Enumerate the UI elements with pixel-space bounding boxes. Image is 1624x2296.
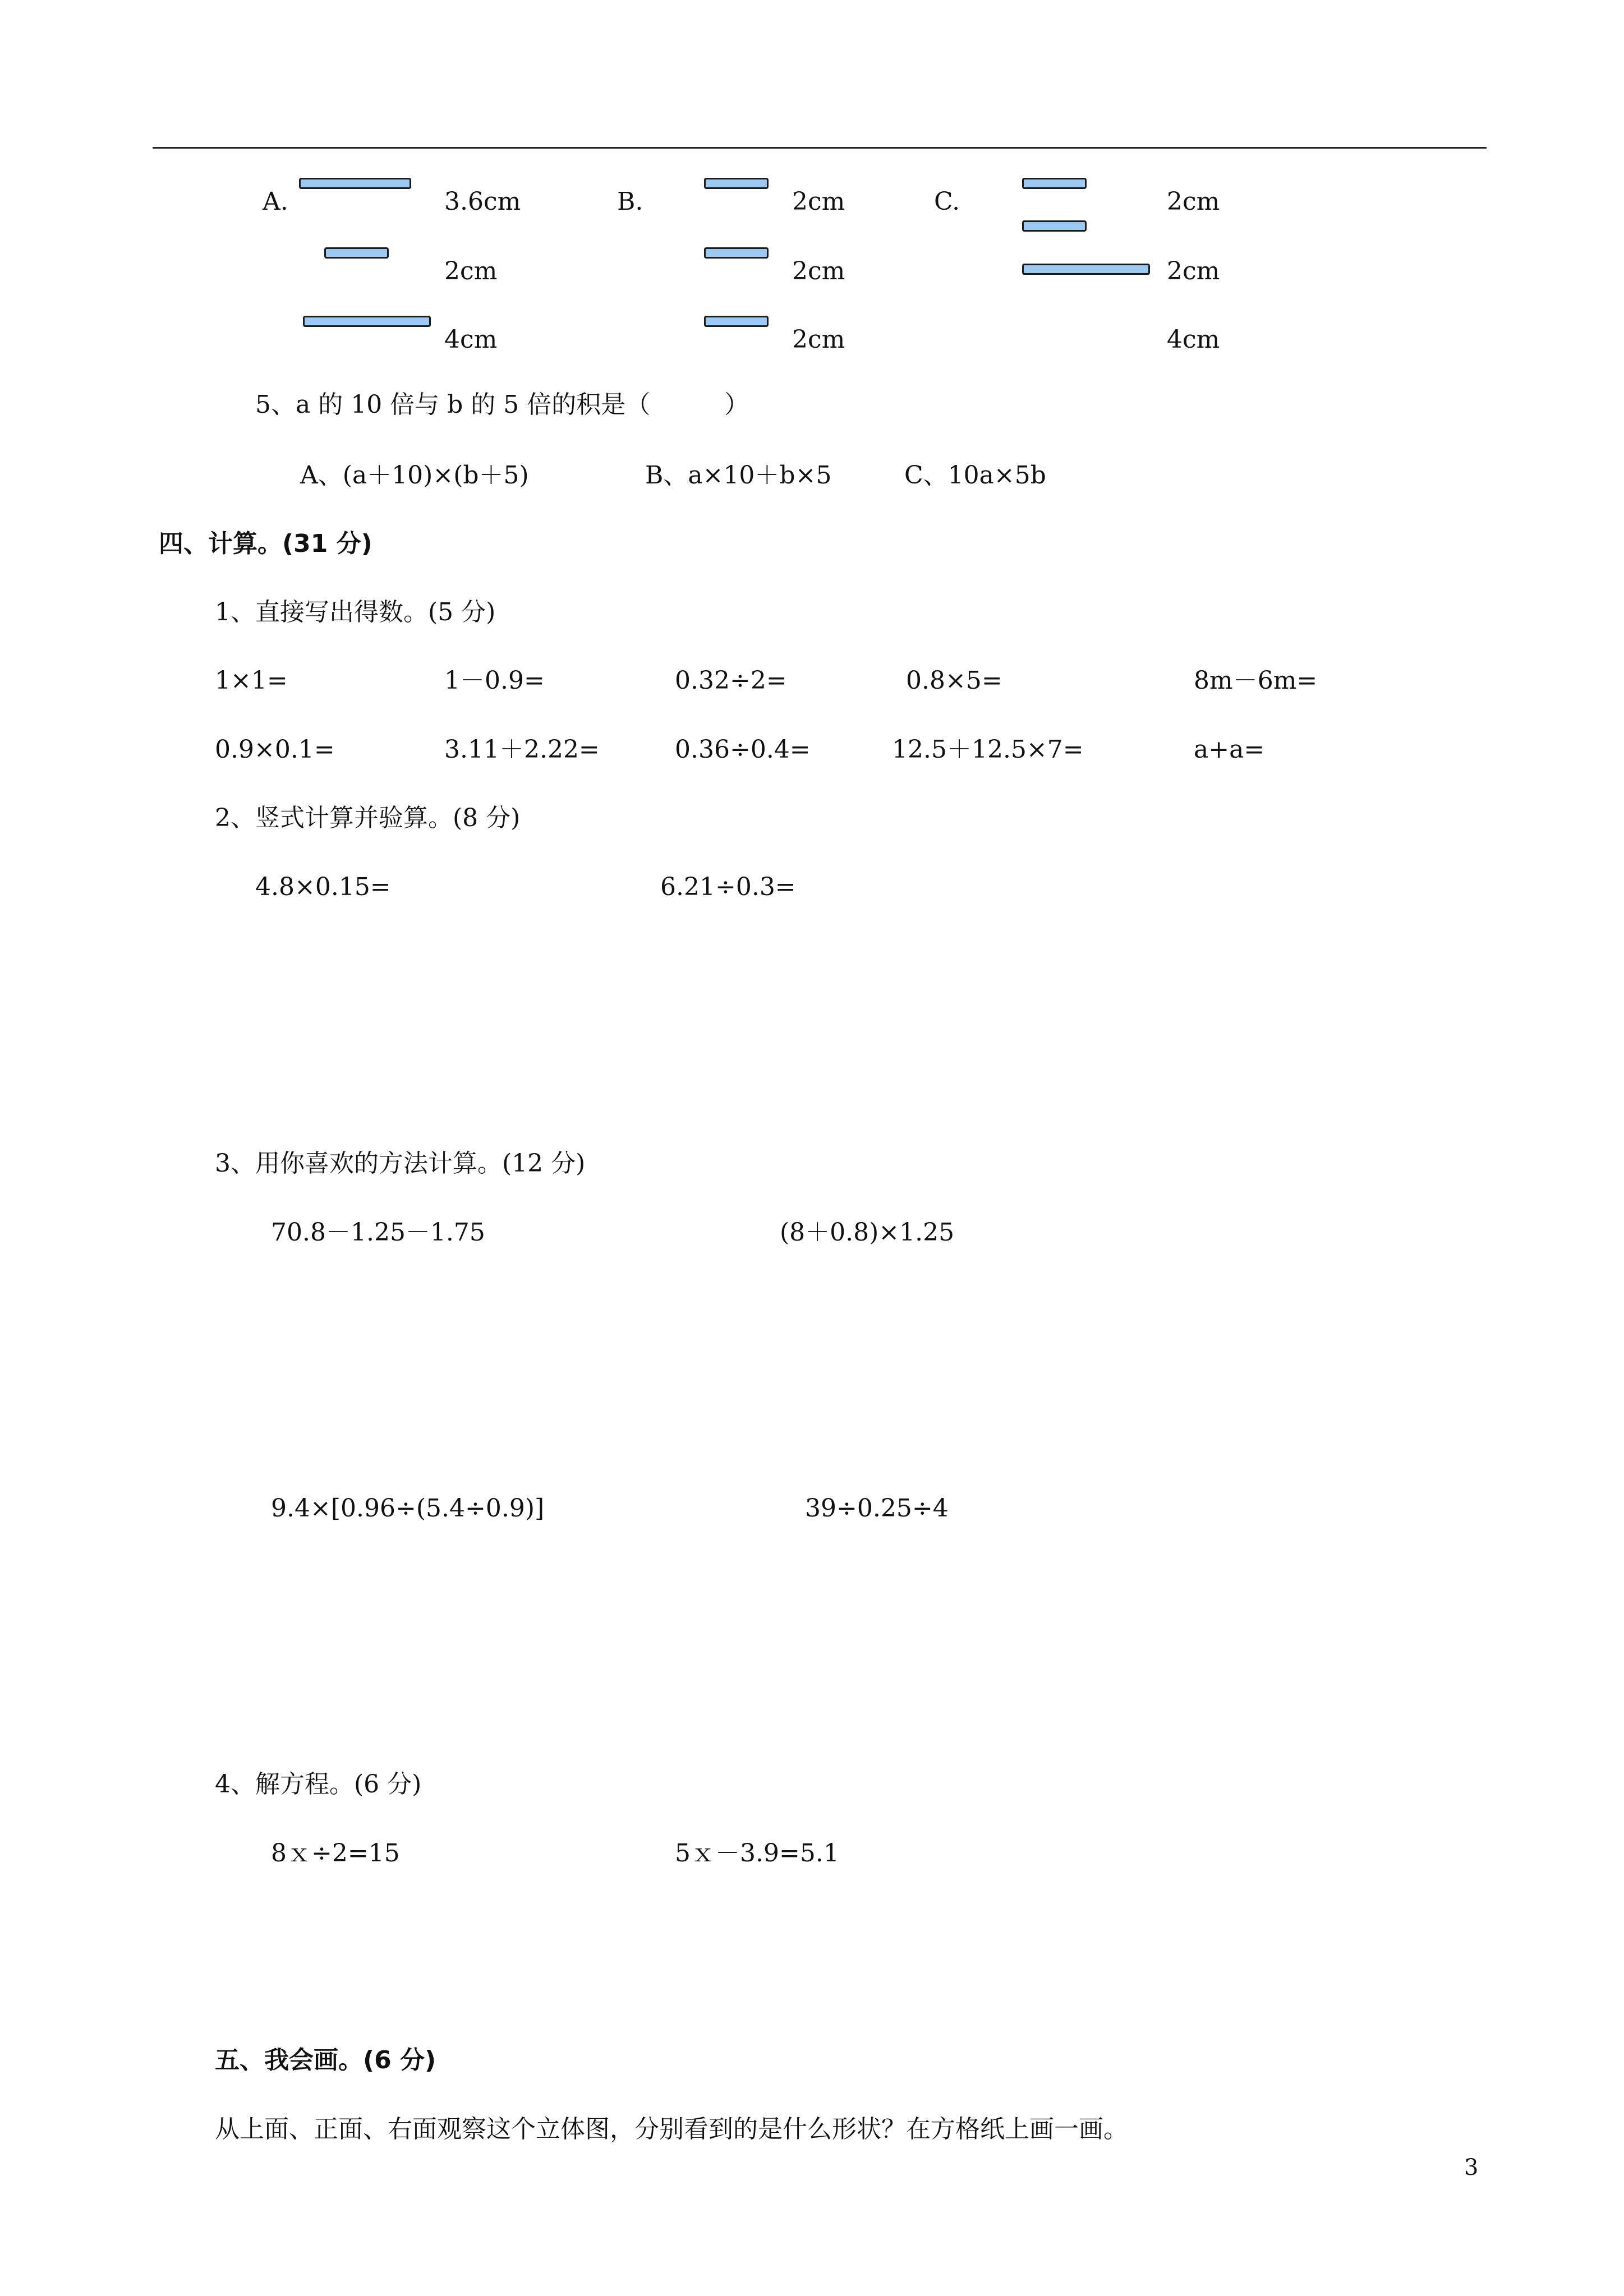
section4-title: 四、计算。(31 分) [159, 529, 372, 558]
simplify-calc-2: (8＋0.8)×1.25 [780, 1218, 955, 1247]
stick-c1-length: 2cm [1167, 187, 1220, 216]
s4-p1-title: 1、直接写出得数。(5 分) [215, 598, 496, 626]
s4-p2-title: 2、竖式计算并验算。(8 分) [215, 804, 521, 832]
stick-b1-length: 2cm [792, 187, 845, 216]
stick-c3-length: 4cm [1167, 325, 1220, 354]
simplify-calc-3: 9.4×[0.96÷(5.4÷0.9)] [271, 1494, 545, 1523]
stick-b1 [704, 178, 769, 189]
stick-b2-length: 2cm [792, 257, 845, 285]
stick-a3 [303, 316, 431, 327]
calc-1-5: 8m－6m= [1194, 666, 1318, 695]
section5-title: 五、我会画。(6 分) [215, 2046, 436, 2074]
q5-text: 5、a 的 10 倍与 b 的 5 倍的积是（ ） [255, 390, 749, 419]
vertical-calc-2: 6.21÷0.3= [660, 873, 796, 901]
section5-text: 从上面、正面、右面观察这个立体图，分别看到的是什么形状？在方格纸上画一画。 [215, 2115, 1128, 2143]
stick-a2-length: 2cm [444, 257, 498, 285]
calc-2-1: 0.9×0.1= [215, 735, 335, 764]
calc-2-5: a+a= [1194, 735, 1265, 764]
stick-c2 [1022, 220, 1087, 232]
calc-1-1: 1×1= [215, 666, 288, 695]
stick-a1 [299, 178, 411, 189]
calc-1-3: 0.32÷2= [675, 666, 787, 695]
vertical-calc-1: 4.8×0.15= [255, 873, 391, 901]
simplify-calc-4: 39÷0.25÷4 [805, 1494, 949, 1523]
calc-2-3: 0.36÷0.4= [675, 735, 811, 764]
stick-b3 [704, 316, 769, 327]
stick-c1 [1022, 178, 1087, 189]
stick-b2 [704, 247, 769, 259]
option-c-label: C. [934, 187, 960, 216]
calc-2-4: 12.5＋12.5×7= [892, 735, 1084, 764]
q5-option-b: B、a×10＋b×5 [645, 461, 832, 490]
stick-c3 [1022, 264, 1150, 275]
calc-1-4: 0.8×5= [906, 666, 1002, 695]
q5-option-c: C、10a×5b [904, 461, 1046, 490]
s4-p3-title: 3、用你喜欢的方法计算。(12 分) [215, 1149, 586, 1178]
header-rule [153, 147, 1487, 149]
stick-c2-length: 2cm [1167, 257, 1220, 285]
page-number: 3 [1464, 2155, 1479, 2180]
stick-a3-length: 4cm [444, 325, 498, 354]
option-a-label: A. [263, 187, 288, 216]
stick-a1-length: 3.6cm [444, 187, 521, 216]
calc-2-2: 3.11＋2.22= [444, 735, 600, 764]
equation-1: 8ｘ÷2=15 [271, 1839, 400, 1868]
equation-2: 5ｘ－3.9=5.1 [675, 1839, 839, 1868]
calc-1-2: 1－0.9= [444, 666, 545, 695]
stick-a2 [324, 247, 389, 259]
stick-b3-length: 2cm [792, 325, 845, 354]
q5-option-a: A、(a＋10)×(b＋5) [300, 461, 529, 490]
s4-p4-title: 4、解方程。(6 分) [215, 1770, 422, 1799]
simplify-calc-1: 70.8－1.25－1.75 [271, 1218, 485, 1247]
option-b-label: B. [617, 187, 643, 216]
